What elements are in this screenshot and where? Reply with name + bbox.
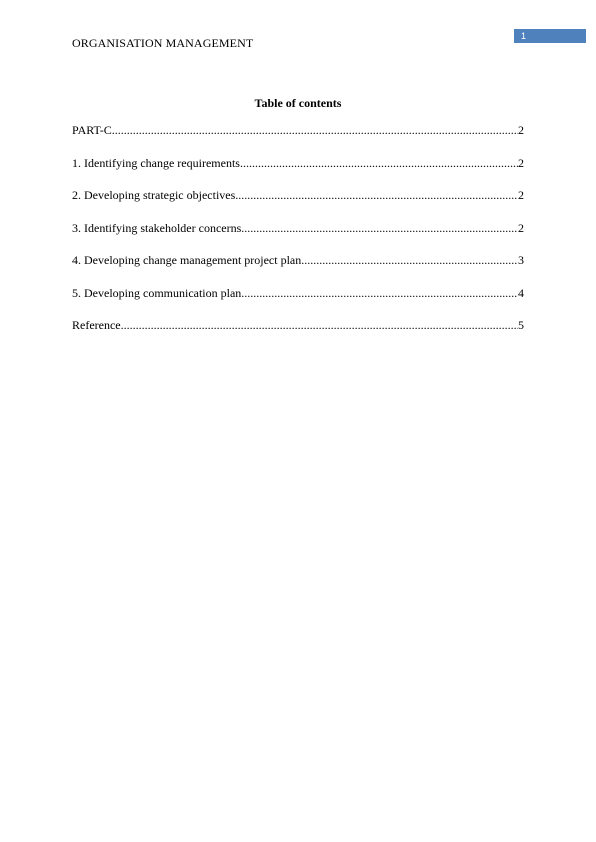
toc-dot-leader <box>241 286 518 300</box>
toc-entry-stakeholder-concerns[interactable] <box>72 221 524 235</box>
toc-entry-page: 2 <box>518 123 524 137</box>
toc-entry-label: Reference <box>72 318 121 332</box>
toc-entry-label: 3. Identifying stakeholder concerns <box>72 220 242 235</box>
toc-entry-page: 2 <box>518 155 524 170</box>
toc-dot-leader <box>301 253 518 267</box>
toc-dot-leader <box>121 318 518 332</box>
toc-dot-leader <box>112 123 518 137</box>
toc-entry-reference[interactable] <box>72 318 524 332</box>
toc-entry-strategic-objectives[interactable] <box>72 188 524 202</box>
toc-entry-page: 5 <box>518 318 524 332</box>
toc-heading: Table of contents <box>254 96 342 110</box>
toc-entry-page: 4 <box>518 285 524 300</box>
toc-entry-label: 5. Developing communication plan <box>72 285 242 300</box>
toc-entry-project-plan[interactable] <box>72 253 524 267</box>
toc-entry-label: 2. Developing strategic objectives <box>72 188 236 202</box>
toc-entry-part-c[interactable] <box>72 123 524 137</box>
toc-dot-leader <box>241 221 518 235</box>
toc-entry-label: PART-C <box>72 123 112 137</box>
toc-entry-label: 4. Developing change management project plan <box>72 253 302 267</box>
toc-entry-page: 2 <box>518 188 524 202</box>
toc-entry-communication-plan[interactable] <box>72 286 524 300</box>
toc-dot-leader <box>235 188 518 202</box>
toc-entry-page: 2 <box>518 220 524 235</box>
page-number-badge: 1 <box>514 29 586 43</box>
toc-entry-page: 3 <box>518 253 524 267</box>
toc-entry-label: 1. Identifying change requirements <box>72 155 240 170</box>
table-of-contents <box>72 123 524 351</box>
toc-dot-leader <box>240 156 518 170</box>
document-header-title: ORGANISATION MANAGEMENT <box>72 36 254 50</box>
toc-entry-change-requirements[interactable] <box>72 156 524 170</box>
